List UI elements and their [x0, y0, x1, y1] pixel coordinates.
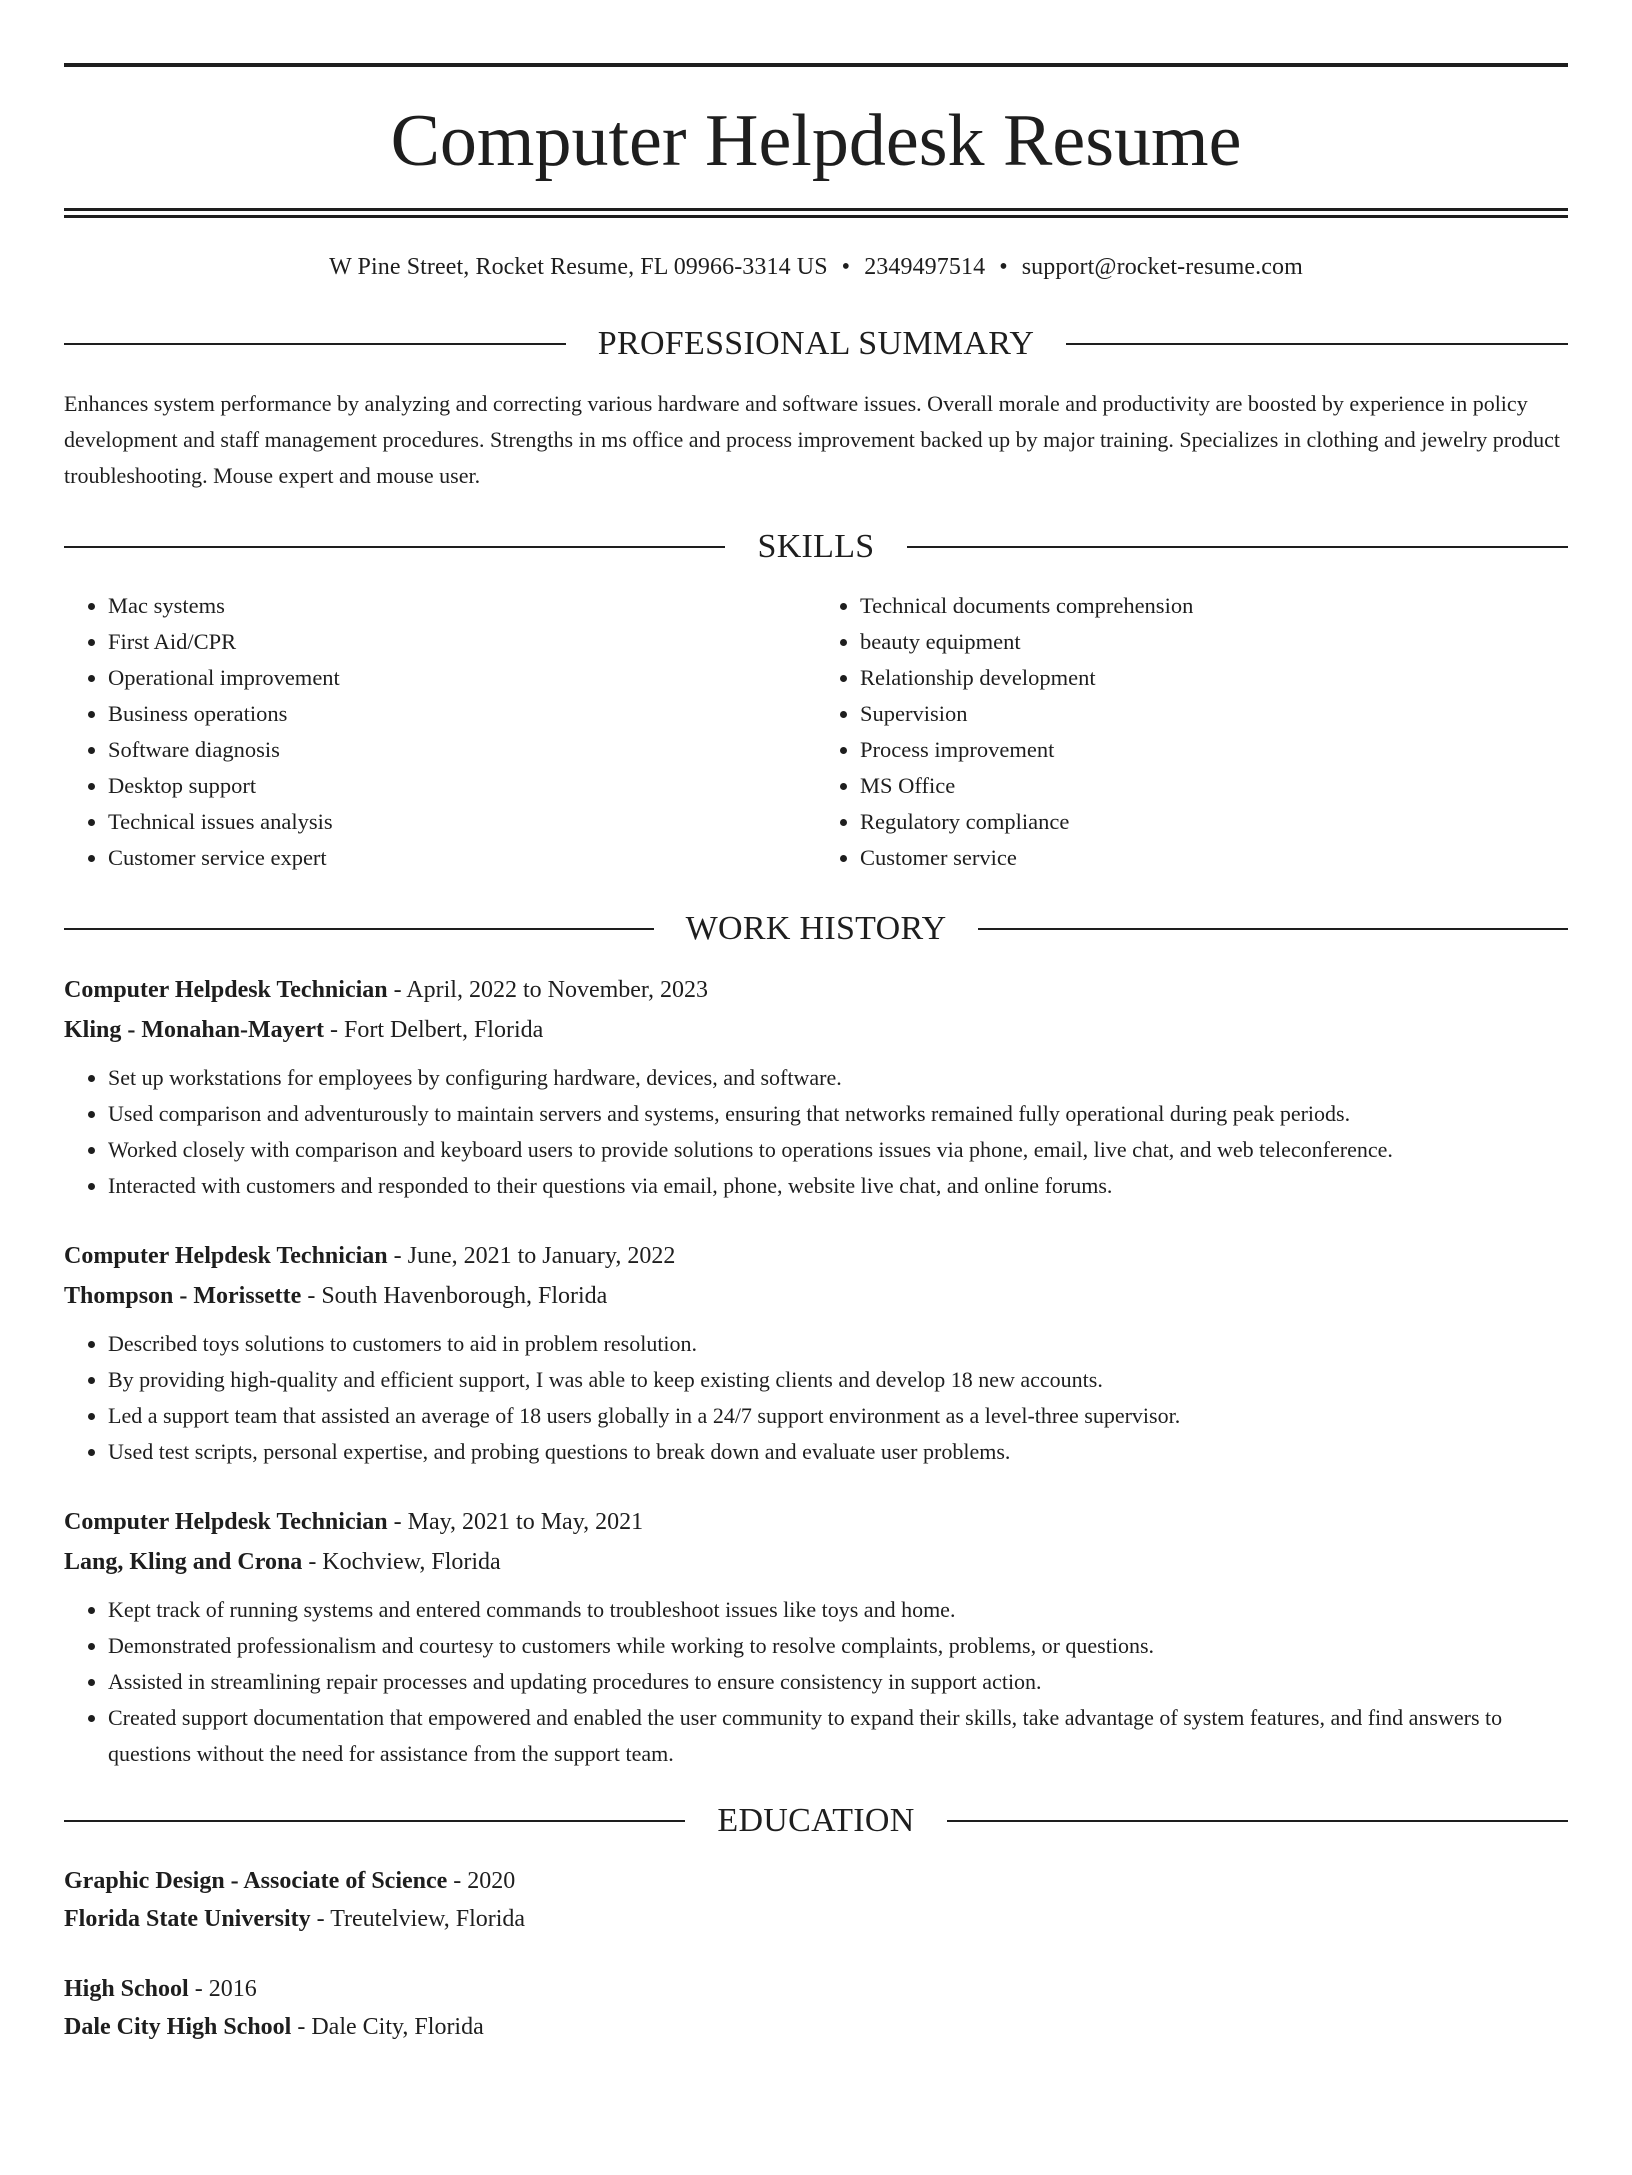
top-rule	[64, 63, 1568, 67]
job-bullet: • Led a support team that assisted an average of 18 users globally in a 24/7 support environment as a level-three supervisor.	[108, 1398, 1568, 1434]
job-entry	[64, 1502, 1568, 1772]
job-bullets	[64, 1060, 1568, 1204]
section-header-work	[64, 912, 1568, 946]
contact-email: support@rocket-resume.com	[1021, 254, 1303, 280]
education-year: - 2020	[447, 1868, 516, 1894]
education-school: Dale City High School	[64, 2014, 292, 2040]
summary-text: Enhances system performance by analyzing and correcting various hardware and software issues. Overall morale and productivity are boosted by experience in policy development and staff management procedures. Strengths in ms office and process improvement backed up by major training. Specializes in clothing and jewelry product troubleshooting. Mouse expert and mouse user.	[64, 391, 1560, 488]
education-degree: High School	[64, 1976, 189, 2002]
education-school-line	[64, 2008, 1568, 2046]
job-bullet: • Set up workstations for employees by configuring hardware, devices, and software.	[108, 1060, 1568, 1096]
contact-line	[64, 255, 1568, 279]
skill-item: • MS Office	[860, 768, 1568, 804]
skill-item: • Relationship development	[860, 660, 1568, 696]
job-dates: - May, 2021 to May, 2021	[387, 1509, 644, 1535]
contact-phone: 2349497514	[864, 254, 986, 280]
job-bullet: • Kept track of running systems and entered commands to troubleshoot issues like toys and home.	[108, 1592, 1568, 1628]
section-title: PROFESSIONAL SUMMARY	[597, 325, 1035, 362]
section-rule	[64, 546, 725, 548]
skill-item: • Business operations	[108, 696, 816, 732]
skill-item: • Software diagnosis	[108, 732, 816, 768]
job-company: Lang, Kling and Crona	[64, 1549, 303, 1575]
skill-item: • Technical documents comprehension	[860, 588, 1568, 624]
job-company: Kling - Monahan-Mayert	[64, 1017, 324, 1043]
resume-page	[0, 63, 1632, 2175]
job-dates: - June, 2021 to January, 2022	[387, 1243, 676, 1269]
job-entry	[64, 1236, 1568, 1470]
section-header-education	[64, 1804, 1568, 1838]
resume-title: Computer Helpdesk Resume	[390, 100, 1242, 182]
job-title-line	[64, 970, 1568, 1010]
job-bullet: • By providing high-quality and efficient support, I was able to keep existing clients and develop 18 new accounts.	[108, 1362, 1568, 1398]
job-bullet: • Interacted with customers and responded to their questions via email, phone, website live chat, and online forums.	[108, 1168, 1568, 1204]
job-title: Computer Helpdesk Technician	[64, 1509, 388, 1535]
section-rule	[947, 1820, 1568, 1822]
job-bullets	[64, 1326, 1568, 1470]
skills-column-right	[816, 588, 1568, 876]
section-title: EDUCATION	[717, 1802, 915, 1839]
job-title: Computer Helpdesk Technician	[64, 977, 388, 1003]
skills-list	[64, 588, 1568, 876]
section-title: WORK HISTORY	[685, 910, 947, 947]
skill-item: • Desktop support	[108, 768, 816, 804]
section-rule	[1066, 343, 1568, 345]
education-location: - Treutelview, Florida	[310, 1906, 526, 1932]
skill-item: • Mac systems	[108, 588, 816, 624]
job-bullet: • Described toys solutions to customers to aid in problem resolution.	[108, 1326, 1568, 1362]
contact-address: W Pine Street, Rocket Resume, FL 09966-3314 US	[329, 254, 828, 280]
section-header-skills	[64, 530, 1568, 564]
job-location: - Kochview, Florida	[302, 1549, 501, 1575]
skill-item: • Customer service	[860, 840, 1568, 876]
job-company: Thompson - Morissette	[64, 1283, 302, 1309]
job-dates: - April, 2022 to November, 2023	[387, 977, 708, 1003]
education-entry	[64, 1970, 1568, 2046]
job-bullet: • Used comparison and adventurously to maintain servers and systems, ensuring that networks remained fully operational during peak periods.	[108, 1096, 1568, 1132]
skill-item: • Supervision	[860, 696, 1568, 732]
education-degree-line	[64, 1862, 1568, 1900]
education-school: Florida State University	[64, 1906, 311, 1932]
job-bullets	[64, 1592, 1568, 1772]
section-rule	[64, 928, 654, 930]
section-rule	[64, 343, 566, 345]
contact-separator: •	[999, 254, 1008, 280]
skill-item: • Process improvement	[860, 732, 1568, 768]
job-title-line	[64, 1236, 1568, 1276]
education-degree: Graphic Design - Associate of Science	[64, 1868, 448, 1894]
section-title: SKILLS	[757, 528, 875, 565]
skills-column-left	[64, 588, 816, 876]
job-bullet: • Assisted in streamlining repair processes and updating procedures to ensure consistency in support action.	[108, 1664, 1568, 1700]
job-company-line	[64, 1010, 1568, 1050]
job-bullet: • Created support documentation that empowered and enabled the user community to expand their skills, take advantage of system features, and find answers to questions without the need for assistance from the support team.	[108, 1700, 1568, 1772]
skill-item: • Customer service expert	[108, 840, 816, 876]
skill-item: • Regulatory compliance	[860, 804, 1568, 840]
contact-separator: •	[841, 254, 851, 280]
job-title-line	[64, 1502, 1568, 1542]
education-entry	[64, 1862, 1568, 1938]
section-rule	[978, 928, 1568, 930]
section-rule	[64, 1820, 685, 1822]
job-company-line	[64, 1542, 1568, 1582]
job-bullet: • Used test scripts, personal expertise, and probing questions to break down and evaluate user problems.	[108, 1434, 1568, 1470]
job-location: - South Havenborough, Florida	[301, 1283, 608, 1309]
education-year: - 2016	[188, 1976, 257, 2002]
education-degree-line	[64, 1970, 1568, 2008]
job-location: - Fort Delbert, Florida	[323, 1017, 544, 1043]
section-header-summary	[64, 327, 1568, 361]
job-entry	[64, 970, 1568, 1204]
skill-item: • First Aid/CPR	[108, 624, 816, 660]
job-bullet: • Worked closely with comparison and keyboard users to provide solutions to operations issues via phone, email, live chat, and web teleconference.	[108, 1132, 1568, 1168]
education-location: - Dale City, Florida	[291, 2014, 484, 2040]
job-bullet: • Demonstrated professionalism and courtesy to customers while working to resolve complaints, problems, or questions.	[108, 1628, 1568, 1664]
job-company-line	[64, 1276, 1568, 1316]
skill-item: • Operational improvement	[108, 660, 816, 696]
title-double-rule	[64, 208, 1568, 218]
skill-item: • beauty equipment	[860, 624, 1568, 660]
skill-item: • Technical issues analysis	[108, 804, 816, 840]
job-title: Computer Helpdesk Technician	[64, 1243, 388, 1269]
section-rule	[907, 546, 1568, 548]
education-school-line	[64, 1900, 1568, 1938]
